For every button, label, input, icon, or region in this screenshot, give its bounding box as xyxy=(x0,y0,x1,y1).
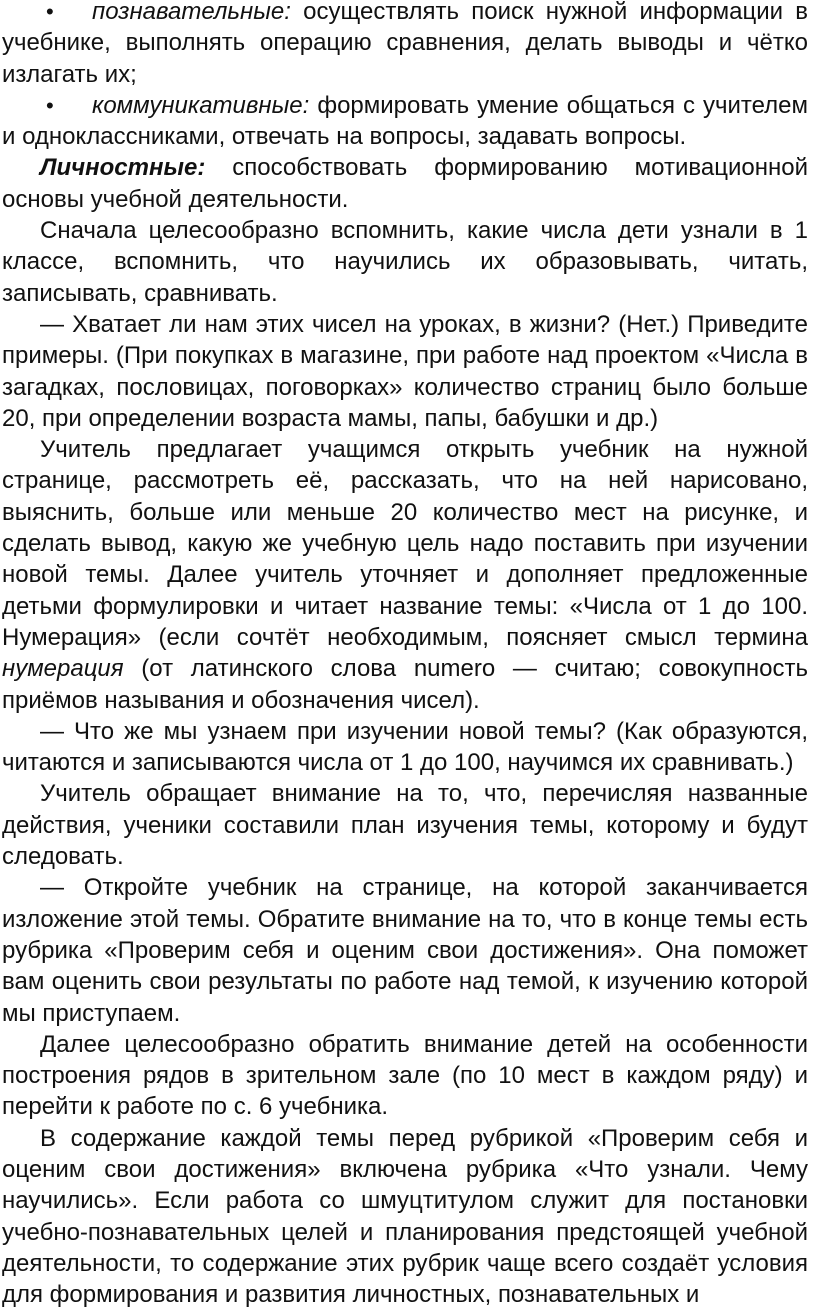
paragraph-rubrics: В содержание каждой темы перед рубрикой «Проверим себя и оценим свои достижения» включена рубрика «Что узнали. Чему научились». Если работа со шмуцтитулом служит для постановки учебно-познавательных целей и планирования предстоящей учебной деятельности, то содержание этих рубрик чаще всего создаёт условия для формирования и развития личностных, познавательных и xyxy=(2,1124,808,1309)
paragraph-plan: Учитель обращает внимание на то, что, перечисляя названные действия, ученики составили план изучения темы, которому и будут следовать. xyxy=(2,780,808,871)
paragraph-personal xyxy=(2,152,808,215)
paragraph-question-topic: — Что же мы узнаем при изучении новой темы? (Как образуются, читаются и записываются числа от 1 до 100, научимся их сравнивать.) xyxy=(2,717,808,777)
cognitive-label: познавательные: xyxy=(92,0,291,25)
cognitive-text: осуществлять поиск нужной информации в учебнике, выполнять операцию сравнения, делать выводы и чётко излагать их; xyxy=(2,0,808,88)
teacher-textbook-text: Учитель предлагает учащимся открыть учебник на нужной странице, рассмотреть её, рассказать, что на ней нарисовано, выяснить, больше или меньше 20 количество мест на рисунке, и сделать вывод, какую же учебную цель надо поставить при изучении новой темы. Далее учитель уточняет и дополняет предложенные детьми формулировки и читает название темы: «Числа от 1 до 100. Нумерация» (если сочтёт необходимым, поясняет смысл термина xyxy=(2,436,808,651)
paragraph-self-check: — Откройте учебник на странице, на которой заканчивается изложение этой темы. Обратите внимание на то, что в конце темы есть рубрика «Проверим себя и оценим свои достижения». Она поможет вам оценить свои результаты по работе над темой, к изучению которой мы приступаем. xyxy=(2,874,808,1027)
communicative-label: коммуникативные: xyxy=(92,91,310,119)
personal-text: способствовать формированию мотивационной основы учебной деятельности. xyxy=(2,154,808,213)
paragraph-teacher-textbook xyxy=(2,434,808,716)
paragraph-recall: Сначала целесообразно вспомнить, какие числа дети узнали в 1 классе, вспомнить, что научились их образовывать, читать, записывать, сравнивать. xyxy=(2,217,808,307)
bullet-icon: • xyxy=(46,0,54,24)
paragraph-rows: Далее целесообразно обратить внимание детей на особенности построения рядов в зрительном зале (по 10 мест в каждом ряду) и перейти к работе по с. 6 учебника. xyxy=(2,1030,808,1121)
communicative-text: формировать умение общаться с учителем и одноклассниками, отвечать на вопросы, задавать вопросы. xyxy=(2,91,808,151)
term-numeration: нумерация xyxy=(2,655,124,683)
paragraph-question-numbers: — Хватает ли нам этих чисел на уроках, в жизни? (Нет.) Приведите примеры. (При покупках в магазине, при работе над проектом «Числа в загадках, пословицах, поговорках» количество страниц было больше 20, при определении возраста мамы, папы, бабушки и др.) xyxy=(2,310,808,432)
teacher-textbook-text-end: (от латинского слова numero — считаю; совокупность приёмов называния и обозначения чисел). xyxy=(2,655,808,714)
bullet-icon: • xyxy=(46,92,54,118)
bullet-communicative xyxy=(2,90,808,153)
bullet-cognitive xyxy=(2,0,808,90)
personal-label: Личностные: xyxy=(40,154,206,182)
